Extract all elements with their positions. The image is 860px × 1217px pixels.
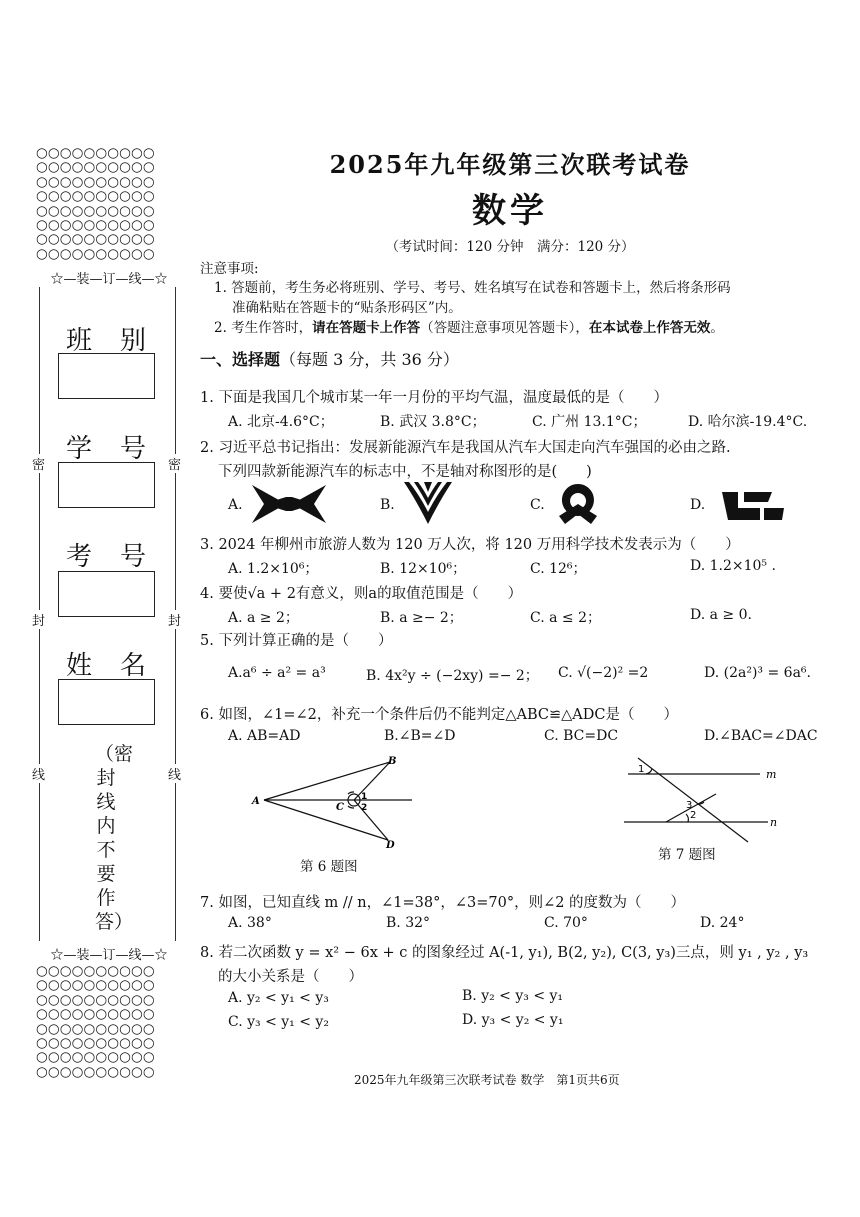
q7-stem: 7. 如图，已知直线 m // n，∠1=38°，∠3=70°，则∠2 的度数为（ ）: [200, 895, 686, 911]
class-input-box[interactable]: [58, 353, 155, 399]
q1-stem: 1. 下面是我国几个城市某一年一月份的平均气温，温度最低的是（ ）: [200, 390, 668, 406]
circle-row: ○○○○○○○○○○: [36, 245, 155, 262]
field-label-class: 班别: [66, 326, 175, 356]
fig6-label-d: D: [386, 840, 395, 851]
exam-title: 2025年九年级第三次联考试卷: [329, 150, 691, 179]
q6-option-d: D.∠BAC=∠DAC: [704, 728, 818, 744]
side-char-feng-right: 封: [168, 610, 181, 629]
binding-line-top: ☆—装—订—线—☆: [50, 272, 168, 287]
seal-warning-text: （密封线内不要作答）: [95, 743, 134, 933]
q6-option-a: A. AB=AD: [228, 728, 301, 744]
circle-row: ○○○○○○○○○○: [36, 188, 155, 205]
logo-a-bowtie-icon: [250, 483, 328, 525]
q8-option-c: C. y₃ < y₁ < y₂: [228, 1014, 329, 1030]
q6-stem: 6. 如图，∠1=∠2，补充一个条件后仍不能判定△ABC≌△ADC是（ ）: [200, 707, 678, 723]
fig7-label-m: m: [766, 768, 777, 781]
q4-stem: 4. 要使√a + 2有意义，则a的取值范围是（ ）: [200, 586, 523, 602]
note-2-part-a: 2. 考生作答时，: [214, 320, 313, 336]
fig7-label-n: n: [770, 816, 778, 829]
circle-row: ○○○○○○○○○○: [36, 202, 155, 219]
fig7-label-3: 3: [686, 800, 693, 811]
note-1-line-1: 1. 答题前，考生务必将班别、学号、考号、姓名填写在试卷和答题卡上，然后将条形码: [214, 280, 731, 296]
q3-option-a: A. 1.2×10⁶；: [228, 561, 319, 577]
circle-row: ○○○○○○○○○○: [36, 1035, 155, 1052]
circle-grid-bottom: [36, 964, 181, 1079]
circle-row: ○○○○○○○○○○: [36, 977, 155, 994]
note-2-part-c: （答题注意事项见答题卡），: [420, 320, 589, 336]
fig7-label-2: 2: [690, 810, 697, 821]
logo-b-wings-icon: [402, 480, 454, 526]
q6-option-c: C. BC=DC: [544, 728, 619, 744]
q7-option-c: C. 70°: [544, 915, 588, 931]
side-char-mi-right: 密: [168, 454, 181, 473]
q1-option-d: D. 哈尔滨-19.4°C.: [688, 414, 808, 430]
q2-stem-line-2: 下列四款新能源汽车的标志中，不是轴对称图形的是( ): [218, 464, 592, 480]
figure-6-diagram: [250, 752, 420, 852]
exam-info: （考试时间：120 分钟 满分：120 分）: [385, 239, 635, 255]
note-2-part-b: 请在答题卡上作答: [312, 320, 421, 336]
fig6-label-1: 1: [361, 792, 368, 802]
fig6-label-c: C: [336, 802, 344, 813]
section-1-title-rest: （每题 3 分，共 36 分）: [280, 350, 459, 369]
q8-option-b: B. y₂ < y₃ < y₁: [462, 988, 564, 1004]
q8-option-d: D. y₃ < y₂ < y₁: [462, 1012, 564, 1028]
note-2-part-d: 在本试卷上作答无效: [588, 320, 711, 336]
binding-line-bottom: ☆—装—订—线—☆: [50, 948, 168, 963]
side-char-mi-left: 密: [32, 454, 45, 473]
circle-row: ○○○○○○○○○○: [36, 217, 155, 234]
field-label-student-no: 学号: [66, 434, 175, 464]
circle-row: ○○○○○○○○○○: [36, 1006, 155, 1023]
fig6-label-2: 2: [361, 803, 368, 813]
figure-7-diagram: [620, 752, 785, 847]
q3-option-c: C. 12⁶；: [530, 561, 587, 577]
q6-option-b: B.∠B=∠D: [384, 728, 456, 744]
q3-option-b: B. 12×10⁶；: [380, 561, 467, 577]
page-footer: 2025年九年级第三次联考试卷 数学 第1页共6页: [354, 1073, 620, 1087]
q1-option-b: B. 武汉 3.8°C；: [380, 414, 486, 430]
section-1-title-bold: 一、选择题: [200, 350, 281, 369]
q2-stem-line-1: 2. 习近平总书记指出：发展新能源汽车是我国从汽车大国走向汽车强国的必由之路.: [200, 440, 731, 456]
circle-row: ○○○○○○○○○○: [36, 159, 155, 176]
fig6-label-b: B: [388, 756, 397, 767]
logo-d-blocks-icon: [720, 490, 786, 522]
field-label-exam-no: 考号: [66, 542, 175, 572]
q1-option-a: A. 北京-4.6°C；: [228, 414, 334, 430]
side-char-xian-left: 线: [32, 764, 45, 783]
q3-stem: 3. 2024 年柳州市旅游人数为 120 万人次，将 120 万用科学技术发表示为（ ）: [200, 537, 740, 553]
q7-option-d: D. 24°: [700, 915, 745, 931]
circle-row: ○○○○○○○○○○: [36, 1063, 155, 1080]
q5-option-c: C. √(−2)² =2: [558, 665, 649, 681]
circle-row: ○○○○○○○○○○: [36, 991, 155, 1008]
circle-row: ○○○○○○○○○○: [36, 1049, 155, 1066]
q1-option-c: C. 广州 13.1°C；: [532, 414, 647, 430]
q8-stem-line-1: 8. 若二次函数 y = x² − 6x + c 的图象经过 A(-1, y₁), B(2, y₂), C(3, y₃)三点，则 y₁ , y₂ , y₃: [200, 945, 809, 961]
q4-option-a: A. a ≥ 2；: [228, 610, 299, 626]
student-no-input-box[interactable]: [58, 462, 155, 508]
q5-stem: 5. 下列计算正确的是（ ）: [200, 633, 393, 649]
circle-row: ○○○○○○○○○○: [36, 963, 155, 979]
q5-option-a: A.a⁶ ÷ a² = a³: [228, 665, 326, 681]
fig7-label-1: 1: [638, 764, 645, 775]
q4-option-c: C. a ≤ 2；: [530, 610, 601, 626]
exam-no-input-box[interactable]: [58, 571, 155, 617]
q2-option-d: D.: [690, 497, 706, 513]
circle-row: ○○○○○○○○○○: [36, 231, 155, 248]
name-input-box[interactable]: [58, 679, 155, 725]
q4-option-b: B. a ≥− 2；: [380, 610, 463, 626]
q7-option-a: A. 38°: [228, 915, 272, 931]
field-label-name: 姓名: [66, 651, 175, 681]
q4-option-d: D. a ≥ 0.: [690, 607, 752, 623]
circle-grid-top: [36, 146, 181, 261]
circle-row: ○○○○○○○○○○: [36, 145, 155, 161]
q7-option-b: B. 32°: [386, 915, 431, 931]
q2-option-c: C.: [530, 497, 545, 513]
fig6-label-a: A: [252, 796, 260, 807]
q2-option-a: A.: [228, 497, 243, 513]
q8-stem-line-2: 的大小关系是（ ）: [218, 969, 363, 985]
note-1-line-2: 准确粘贴在答题卡的“贴条形码区”内。: [232, 300, 462, 316]
q5-option-b: B. 4x²y ÷ (−2xy) =− 2；: [366, 668, 539, 684]
section-1-title: [200, 347, 459, 370]
q8-option-a: A. y₂ < y₁ < y₃: [228, 990, 329, 1006]
logo-c-ring-icon: [555, 482, 601, 526]
circle-row: ○○○○○○○○○○: [36, 173, 155, 190]
subject-title: 数学: [472, 191, 548, 231]
note-2-part-e: 。: [710, 320, 724, 336]
side-char-xian-right: 线: [168, 764, 181, 783]
q3-option-d: D. 1.2×10⁵ .: [690, 558, 776, 574]
circle-row: ○○○○○○○○○○: [36, 1020, 155, 1037]
figure-7-caption: 第 7 题图: [658, 847, 716, 863]
note-2: [214, 316, 724, 336]
notes-heading: 注意事项:: [200, 261, 259, 277]
figure-6-caption: 第 6 题图: [300, 859, 358, 875]
q5-option-d: D. (2a²)³ = 6a⁶.: [704, 665, 811, 681]
q2-option-b: B.: [380, 497, 395, 513]
side-char-feng-left: 封: [32, 610, 45, 629]
